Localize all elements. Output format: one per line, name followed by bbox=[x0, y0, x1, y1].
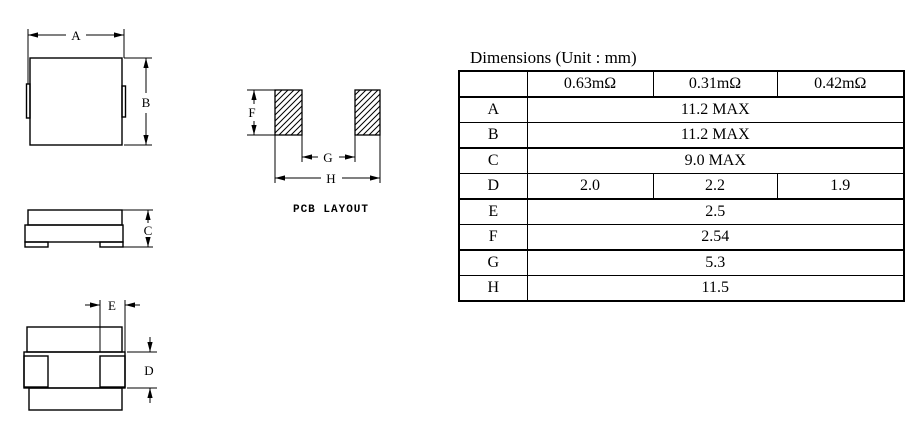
table-row bbox=[459, 225, 904, 251]
row-label: E bbox=[459, 199, 527, 225]
dimension-g bbox=[302, 135, 355, 165]
header-cell-blank bbox=[459, 71, 527, 97]
right-pad-bottom-view bbox=[100, 356, 125, 387]
table-row bbox=[459, 97, 904, 123]
dimension-c bbox=[122, 210, 153, 247]
table-row bbox=[459, 148, 904, 174]
pcb-layout-caption: PCB LAYOUT bbox=[292, 204, 370, 216]
middle-band bbox=[24, 352, 125, 388]
row-value: 2.2 bbox=[653, 174, 777, 200]
row-value: 9.0 MAX bbox=[527, 148, 904, 174]
header-cell-variant-1: 0.63mΩ bbox=[527, 71, 653, 97]
dim-label-a: A bbox=[71, 28, 81, 43]
bottom-view-drawing bbox=[24, 298, 157, 410]
left-pcb-pad bbox=[275, 90, 302, 135]
table-row bbox=[459, 276, 904, 302]
row-label: C bbox=[459, 148, 527, 174]
header-cell-variant-3: 0.42mΩ bbox=[777, 71, 904, 97]
top-view-drawing bbox=[27, 28, 153, 145]
dimensions-table-section bbox=[458, 48, 905, 302]
side-view-drawing bbox=[25, 210, 153, 247]
dimension-f bbox=[247, 90, 275, 135]
dim-label-e: E bbox=[108, 298, 116, 313]
component-body-top-view bbox=[30, 58, 122, 145]
component-body-side-view bbox=[25, 225, 123, 242]
left-pad-bottom-view bbox=[24, 356, 48, 387]
right-pcb-pad bbox=[355, 90, 380, 135]
table-title: Dimensions (Unit : mm) bbox=[470, 48, 637, 67]
dim-label-d: D bbox=[144, 363, 154, 378]
row-value: 2.54 bbox=[527, 225, 904, 251]
dimension-a bbox=[28, 28, 124, 84]
dimension-e bbox=[85, 298, 140, 352]
row-value: 2.5 bbox=[527, 199, 904, 225]
dimension-d bbox=[127, 337, 157, 403]
row-value: 5.3 bbox=[527, 250, 904, 276]
row-label: H bbox=[459, 276, 527, 302]
table-row bbox=[459, 250, 904, 276]
table-header-row bbox=[459, 71, 904, 97]
row-value: 11.5 bbox=[527, 276, 904, 302]
row-value: 11.2 MAX bbox=[527, 97, 904, 123]
row-value: 11.2 MAX bbox=[527, 123, 904, 149]
row-value: 1.9 bbox=[777, 174, 904, 200]
pcb-layout-drawing bbox=[247, 90, 380, 216]
left-foot bbox=[25, 242, 48, 247]
dimensions-table bbox=[458, 70, 905, 302]
left-terminal bbox=[27, 84, 31, 118]
dim-label-c: C bbox=[143, 223, 153, 238]
row-label: F bbox=[459, 225, 527, 251]
dim-label-b: B bbox=[141, 95, 151, 110]
dim-label-h: H bbox=[326, 171, 336, 186]
dimension-b bbox=[124, 58, 152, 145]
row-value: 2.0 bbox=[527, 174, 653, 200]
row-label: D bbox=[459, 174, 527, 200]
component-lid-side-view bbox=[28, 210, 122, 225]
bottom-band bbox=[29, 388, 122, 410]
header-cell-variant-2: 0.31mΩ bbox=[653, 71, 777, 97]
row-label: A bbox=[459, 97, 527, 123]
dim-label-g: G bbox=[323, 150, 333, 165]
right-terminal bbox=[122, 86, 126, 117]
dim-label-f: F bbox=[248, 105, 256, 120]
row-label: B bbox=[459, 123, 527, 149]
table-row bbox=[459, 199, 904, 225]
table-row bbox=[459, 174, 904, 200]
table-row bbox=[459, 123, 904, 149]
top-band bbox=[27, 327, 122, 352]
row-label: G bbox=[459, 250, 527, 276]
right-foot bbox=[100, 242, 123, 247]
